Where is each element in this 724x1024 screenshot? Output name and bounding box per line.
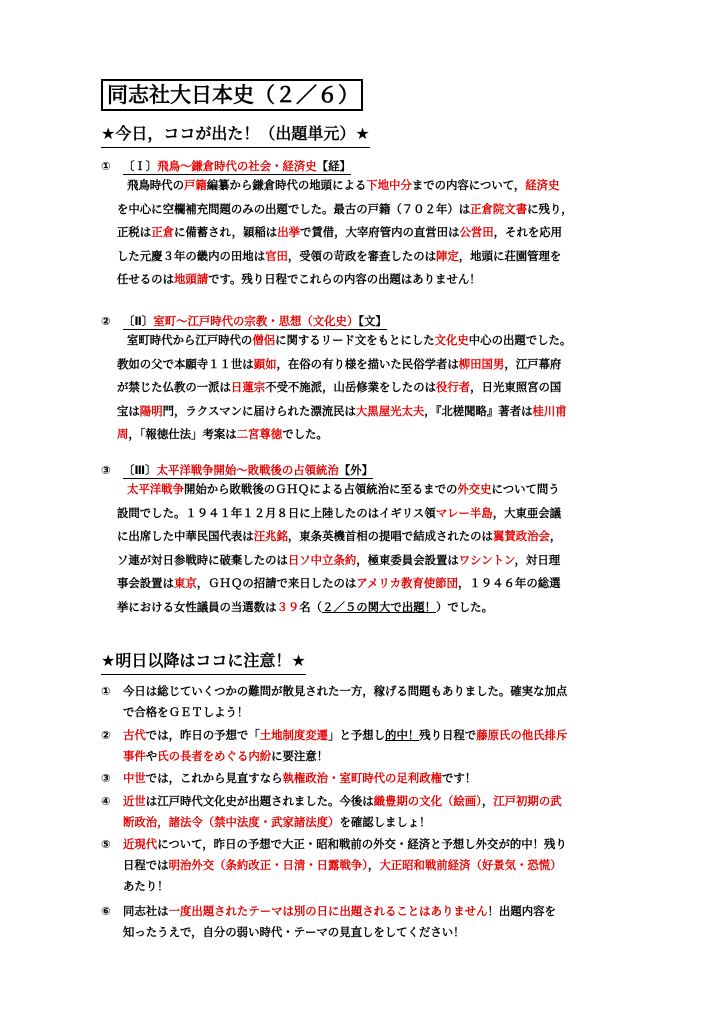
body-text: 名（ xyxy=(299,599,323,614)
body-text: ，在俗の有り様を描いた民俗学者は xyxy=(276,356,459,371)
body-text: ソ連が対日参戦時に破棄したのは xyxy=(117,552,288,567)
body-text: 任せるのは xyxy=(117,272,174,286)
body-text: に備蓄され，穎稲は xyxy=(173,225,278,239)
body-text: 門，ラクスマンに届けられた漂流民は xyxy=(162,403,356,418)
tip-number: ⑤ xyxy=(101,837,111,851)
highlight-text: 正倉院文書 xyxy=(470,201,528,216)
body-text: ，江戸幕府 xyxy=(504,356,562,371)
body-line xyxy=(101,549,631,573)
highlight-text: 二宮尊徳 xyxy=(236,427,283,441)
body-text: について問う xyxy=(491,482,560,496)
body-text: や xyxy=(145,749,158,763)
highlight-text: 外交史 xyxy=(457,482,492,496)
highlight-text: 太平洋戦争 xyxy=(127,482,184,496)
body-text: 挙における女性議員の当選数は xyxy=(117,599,277,614)
highlight-text: 中世 xyxy=(123,771,146,785)
tip-line xyxy=(101,901,641,922)
body-text: ， xyxy=(481,794,494,808)
body-line xyxy=(101,502,631,526)
body-line xyxy=(101,376,631,400)
body-text: 」と予想し xyxy=(328,728,386,742)
tip-line xyxy=(101,855,641,876)
highlight-text: 戸籍 xyxy=(183,178,207,192)
highlight-text: マレー半島 xyxy=(435,505,493,520)
highlight-text: 周 xyxy=(117,427,129,441)
body-text: 残り日程で xyxy=(419,728,477,742)
body-text: 宝は xyxy=(117,403,140,418)
tip-line xyxy=(101,681,641,702)
highlight-text: 経済史 xyxy=(525,178,560,192)
highlight-text: 桂川甫 xyxy=(532,403,567,418)
item-label xyxy=(123,159,351,175)
tip-line xyxy=(101,725,641,746)
tip-1 xyxy=(101,681,641,723)
exam-item-1 xyxy=(101,158,631,292)
body-line xyxy=(101,353,631,377)
highlight-text: 断政治，諸法令（禁中法度・武家諸法度） xyxy=(123,815,340,829)
highlight-text: ３９ xyxy=(276,599,300,614)
body-text: ，『北槎聞略』著者は xyxy=(424,403,533,418)
item-number: ③ xyxy=(101,463,111,477)
item-roman: 〔Ｉ〕 xyxy=(123,159,158,173)
tip-3 xyxy=(101,768,641,789)
body-text: した元慶３年の畿内の田地は xyxy=(117,248,266,263)
body-text: です。残り日程でこれらの内容の出題はありません！ xyxy=(208,272,481,286)
item-roman: 〔Ⅱ〕 xyxy=(123,314,154,328)
highlight-text: 明治外交（条約改正・日清・日露戦争） xyxy=(168,858,368,872)
body-text: 室町時代から江戸時代の xyxy=(127,333,253,347)
tip-number: ① xyxy=(101,684,111,698)
highlight-text: 文化史 xyxy=(434,333,469,347)
highlight-text: 一度出題されたテーマは別の日に出題されることはありません xyxy=(168,904,488,918)
item-topic: 室町～江戸時代の宗教・思想（文化史） xyxy=(153,314,359,328)
highlight-text: 事件 xyxy=(123,749,146,763)
highlight-text: アメリカ教育使節団 xyxy=(356,576,458,590)
body-text: ，対日理 xyxy=(514,552,561,567)
body-text: 日程では xyxy=(123,858,169,872)
item-tag: 【経】 xyxy=(316,159,351,173)
highlight-text: 近現代 xyxy=(123,837,158,851)
body-text: ， xyxy=(367,858,380,872)
section-heading-today: ★今日，ココが出た！（出題単元）★ xyxy=(101,124,370,148)
tip-line xyxy=(101,922,641,943)
body-text: あたり！ xyxy=(123,879,169,893)
highlight-text: 正倉 xyxy=(151,225,174,239)
body-text: ，１９４６年の総選 xyxy=(457,576,561,590)
body-line xyxy=(101,572,631,596)
item-tag: 【外】 xyxy=(338,463,374,477)
item-heading xyxy=(101,462,631,478)
body-text: で賃借，大宰府管内の直営田は xyxy=(299,225,460,239)
item-heading xyxy=(101,158,631,174)
body-text: を確認しましょ！ xyxy=(339,815,431,829)
highlight-text: 陽明 xyxy=(139,403,163,418)
body-text: 中心の出題でした。 xyxy=(468,333,572,347)
body-text: は江戸時代文化史が出題されました。今後は xyxy=(145,794,374,808)
item-tag: 【文】 xyxy=(358,314,387,328)
tip-line xyxy=(101,812,641,833)
body-text: までの内容について， xyxy=(411,178,526,192)
highlight-text: 藤原氏の他氏排斥 xyxy=(476,728,568,742)
body-text: で合格をＧＥＴしよう！ xyxy=(123,705,249,719)
underlined-text: ２／５の関大で出題！ xyxy=(322,599,436,614)
item-topic: 太平洋戦争開始～敗戦後の占領統治 xyxy=(156,463,339,477)
highlight-text: 大黒屋光太夫 xyxy=(355,403,425,418)
body-text: 同志社は xyxy=(123,904,169,918)
body-line xyxy=(101,198,631,222)
body-text: に出席した中華民国代表は xyxy=(117,529,254,543)
highlight-text: 執権政治・室町時代の足利政権 xyxy=(282,771,442,785)
body-text: に要注意！ xyxy=(271,749,329,763)
body-line xyxy=(101,596,631,620)
highlight-text: 陣定 xyxy=(435,248,459,263)
underlined-text: 的中！ xyxy=(385,728,420,742)
body-text: ，東条英機首相の提唱で結成されたのは xyxy=(287,529,493,543)
tip-4 xyxy=(101,791,641,833)
highlight-text: 役行者 xyxy=(435,380,471,394)
body-text: 正税は xyxy=(117,225,152,239)
page-title: 同志社大日本史（２／６） xyxy=(101,79,363,111)
tip-2 xyxy=(101,725,641,767)
highlight-text: 土地制度変遷 xyxy=(259,728,329,742)
body-text: では，昨日の予想で「 xyxy=(145,728,260,742)
highlight-text: 顕如 xyxy=(253,356,277,371)
highlight-text: 僧侶 xyxy=(252,333,276,347)
highlight-text: 翼賛政治会 xyxy=(492,529,550,543)
body-text: 今日は総じていくつかの難問が散見された一方，稼げる問題もありました。確実な加点 xyxy=(123,684,568,698)
highlight-text: 地頭請 xyxy=(173,272,209,286)
body-text: ，日光東照宮の国 xyxy=(470,380,562,394)
body-text: です！ xyxy=(441,771,477,785)
item-number: ① xyxy=(101,159,111,173)
highlight-text: 大正昭和戦前経済（好景気・恐慌） xyxy=(379,858,562,872)
body-text: ， xyxy=(549,529,562,543)
body-text: 開始から敗戦後のＧＨＱによる占領統治に至るまでの xyxy=(183,482,458,496)
item-body xyxy=(101,174,631,292)
body-line xyxy=(101,423,631,447)
body-line xyxy=(101,221,631,245)
item-heading xyxy=(101,313,631,329)
highlight-text: 官田 xyxy=(265,248,288,263)
highlight-text: 汪兆銘 xyxy=(253,529,288,543)
body-line xyxy=(101,478,631,502)
body-text: 知ったうえで，自分の弱い時代・テーマの見直しをしてください！ xyxy=(123,925,465,939)
tip-line xyxy=(101,768,641,789)
highlight-text: 古代 xyxy=(123,728,146,742)
tip-number: ② xyxy=(101,728,111,742)
highlight-text: 東京 xyxy=(173,576,197,590)
body-text: 事会設置は xyxy=(117,576,174,590)
body-text: を中心に空欄補充問題のみの出題でした。最古の戸籍（７０２年）は xyxy=(117,201,471,216)
tip-6 xyxy=(101,901,641,943)
exam-item-2 xyxy=(101,313,631,447)
highlight-text: 下地中分 xyxy=(366,178,412,192)
body-text: ，受領の苛政を審査したのは xyxy=(287,248,436,263)
tip-number: ③ xyxy=(101,771,111,785)
highlight-text: 公営田 xyxy=(459,225,494,239)
item-label xyxy=(123,314,387,330)
body-text: ！出題内容を xyxy=(487,904,556,918)
item-body xyxy=(101,478,631,619)
section-heading-tomorrow: ★明日以降はココに注意！★ xyxy=(101,651,306,675)
body-line xyxy=(101,268,631,292)
highlight-text: 日ソ中立条約 xyxy=(287,552,357,567)
highlight-text: 日蓮宗 xyxy=(230,380,266,394)
body-text: ，大東亜会議 xyxy=(492,505,562,520)
item-body xyxy=(101,329,631,447)
body-text: 編纂から鎌倉時代の地頭による xyxy=(206,178,367,192)
highlight-text: 柳田国男 xyxy=(458,356,505,371)
body-line xyxy=(101,329,631,353)
tip-line xyxy=(101,746,641,767)
body-text: 飛鳥時代の xyxy=(127,178,184,192)
highlight-text: 氏の長者をめぐる内紛 xyxy=(157,749,272,763)
body-text: ，極東委員会設置は xyxy=(356,552,459,567)
body-text: が禁じた仏教の一派は xyxy=(117,380,231,394)
item-roman: 〔Ⅲ〕 xyxy=(123,463,157,477)
body-text: でした。 xyxy=(282,427,328,441)
body-text: ，それを応用 xyxy=(493,225,563,239)
body-line xyxy=(101,245,631,269)
body-text: に残り， xyxy=(527,201,573,216)
item-number: ② xyxy=(101,314,111,328)
highlight-text: 江戸初期の武 xyxy=(493,794,562,808)
body-text: ，ＧＨＱの招請で来日したのは xyxy=(196,576,357,590)
tip-number: ⑥ xyxy=(101,904,111,918)
body-text: ，「報徳仕法」考案は xyxy=(128,427,237,441)
body-text: 教如の父で本願寺１１世は xyxy=(117,356,254,371)
tip-number: ④ xyxy=(101,794,111,808)
body-text: ）でした。 xyxy=(436,599,493,614)
tip-line xyxy=(101,702,641,723)
body-text: ，地頭に荘園管理を xyxy=(458,248,562,263)
item-label xyxy=(123,463,373,479)
body-line xyxy=(101,525,631,549)
body-line xyxy=(101,174,631,198)
highlight-text: 織豊期の文化（絵画） xyxy=(373,794,482,808)
tip-line xyxy=(101,876,641,897)
tip-5 xyxy=(101,834,641,897)
body-text: に関するリード文をもとにした xyxy=(275,333,435,347)
tip-line xyxy=(101,791,641,812)
highlight-text: 近世 xyxy=(123,794,146,808)
highlight-text: ワシントン xyxy=(458,552,515,567)
body-text: 設問でした。１９４１年１２月８日に上陸したのはイギリス領 xyxy=(117,505,436,520)
item-topic: 飛鳥～鎌倉時代の社会・経済史 xyxy=(157,159,317,173)
highlight-text: 出挙 xyxy=(277,225,300,239)
exam-item-3 xyxy=(101,462,631,619)
tip-line xyxy=(101,834,641,855)
body-text: 不受不施派，山岳修業をしたのは xyxy=(265,380,436,394)
body-line xyxy=(101,400,631,424)
body-text: について，昨日の予想で大正・昭和戦前の外交・経済と予想し外交が的中！残り xyxy=(157,837,567,851)
body-text: では，これから見直すなら xyxy=(145,771,283,785)
